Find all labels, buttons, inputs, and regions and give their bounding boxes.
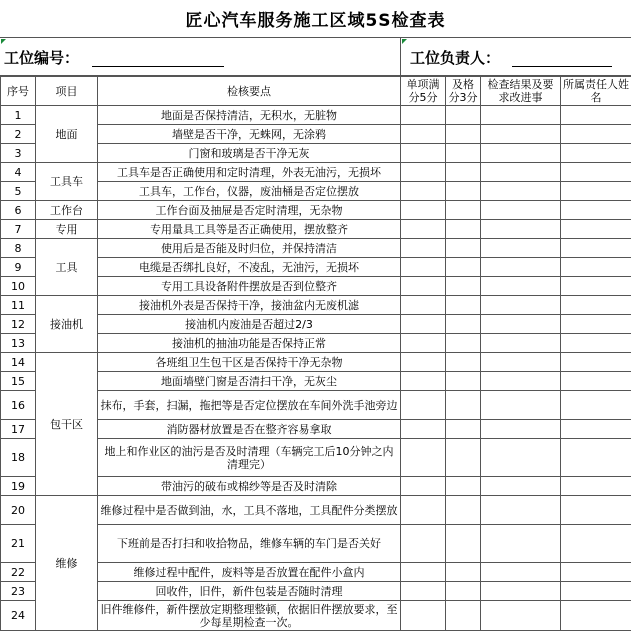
row-text: 工具车，工作台，仪器，废油桶是否定位摆放 bbox=[98, 182, 401, 201]
result-cell[interactable] bbox=[481, 163, 561, 182]
row-text: 抹布，手套，扫漏，拖把等是否定位摆放在车间外洗手池旁边 bbox=[98, 391, 401, 420]
col-seq: 序号 bbox=[1, 77, 36, 106]
row-no: 24 bbox=[1, 601, 36, 631]
result-cell[interactable] bbox=[481, 296, 561, 315]
full-score-cell[interactable] bbox=[401, 125, 446, 144]
full-score-cell[interactable] bbox=[401, 182, 446, 201]
row-no: 15 bbox=[1, 372, 36, 391]
owner-cell[interactable] bbox=[561, 144, 631, 163]
row-item: 专用 bbox=[36, 220, 98, 239]
row-text: 消防器材放置是否在整齐容易拿取 bbox=[98, 420, 401, 439]
station-no-label: 工位编号： bbox=[4, 47, 79, 68]
owner-cell[interactable] bbox=[561, 582, 631, 601]
row-text: 专用工具设备附件摆放是否到位整齐 bbox=[98, 277, 401, 296]
col-owner: 所属责任人姓名 bbox=[561, 77, 631, 106]
pass-score-cell[interactable] bbox=[446, 163, 481, 182]
owner-cell[interactable] bbox=[561, 420, 631, 439]
result-cell[interactable] bbox=[481, 220, 561, 239]
row-text: 旧件维修件，新件摆放定期整理整顿，依据旧件摆放要求，至少每星期检查一次。 bbox=[98, 601, 401, 631]
row-no: 3 bbox=[1, 144, 36, 163]
row-no: 4 bbox=[1, 163, 36, 182]
row-no: 18 bbox=[1, 439, 36, 477]
full-score-cell[interactable] bbox=[401, 372, 446, 391]
result-cell[interactable] bbox=[481, 182, 561, 201]
full-score-cell[interactable] bbox=[401, 144, 446, 163]
col-full-score: 单项满分5分 bbox=[401, 77, 446, 106]
owner-cell[interactable] bbox=[561, 201, 631, 220]
row-item: 地面 bbox=[36, 106, 98, 163]
checklist-table bbox=[0, 76, 631, 631]
station-no-field[interactable] bbox=[92, 66, 224, 67]
result-cell[interactable] bbox=[481, 239, 561, 258]
table-header-row bbox=[1, 77, 631, 106]
owner-cell[interactable] bbox=[561, 163, 631, 182]
table-row bbox=[1, 239, 631, 258]
pass-score-cell[interactable] bbox=[446, 391, 481, 420]
col-result: 检查结果及要求改进事 bbox=[481, 77, 561, 106]
owner-cell[interactable] bbox=[561, 239, 631, 258]
owner-cell[interactable] bbox=[561, 525, 631, 563]
owner-cell[interactable] bbox=[561, 563, 631, 582]
owner-cell[interactable] bbox=[561, 106, 631, 125]
result-cell[interactable] bbox=[481, 391, 561, 420]
full-score-cell[interactable] bbox=[401, 315, 446, 334]
row-text: 地面墙壁门窗是否清扫干净，无灰尘 bbox=[98, 372, 401, 391]
full-score-cell[interactable] bbox=[401, 563, 446, 582]
pass-score-cell[interactable] bbox=[446, 372, 481, 391]
table-row bbox=[1, 353, 631, 372]
owner-cell[interactable] bbox=[561, 601, 631, 631]
result-cell[interactable] bbox=[481, 315, 561, 334]
pass-score-cell[interactable] bbox=[446, 496, 481, 525]
table-row bbox=[1, 163, 631, 182]
result-cell[interactable] bbox=[481, 334, 561, 353]
owner-cell[interactable] bbox=[561, 315, 631, 334]
row-no: 23 bbox=[1, 582, 36, 601]
row-text: 工作台面及抽屉是否定时清理，无杂物 bbox=[98, 201, 401, 220]
full-score-cell[interactable] bbox=[401, 201, 446, 220]
pass-score-cell[interactable] bbox=[446, 220, 481, 239]
owner-cell[interactable] bbox=[561, 496, 631, 525]
table-row bbox=[1, 106, 631, 125]
cell-comment-marker-2 bbox=[1, 39, 6, 44]
result-cell[interactable] bbox=[481, 477, 561, 496]
result-cell[interactable] bbox=[481, 277, 561, 296]
result-cell[interactable] bbox=[481, 439, 561, 477]
table-row bbox=[1, 496, 631, 525]
row-text: 地面是否保持清洁，无积水，无脏物 bbox=[98, 106, 401, 125]
row-text: 各班组卫生包干区是否保持干净无杂物 bbox=[98, 353, 401, 372]
result-cell[interactable] bbox=[481, 125, 561, 144]
row-no: 8 bbox=[1, 239, 36, 258]
row-text: 下班前是否打扫和收拾物品，维修车辆的车门是否关好 bbox=[98, 525, 401, 563]
pass-score-cell[interactable] bbox=[446, 144, 481, 163]
row-item: 维修 bbox=[36, 496, 98, 631]
pass-score-cell[interactable] bbox=[446, 296, 481, 315]
col-points: 检核要点 bbox=[98, 77, 401, 106]
result-cell[interactable] bbox=[481, 582, 561, 601]
full-score-cell[interactable] bbox=[401, 277, 446, 296]
col-pass-score: 及格分3分 bbox=[446, 77, 481, 106]
owner-cell[interactable] bbox=[561, 125, 631, 144]
pass-score-cell[interactable] bbox=[446, 125, 481, 144]
full-score-cell[interactable] bbox=[401, 220, 446, 239]
owner-cell[interactable] bbox=[561, 220, 631, 239]
table-row bbox=[1, 220, 631, 239]
row-no: 12 bbox=[1, 315, 36, 334]
owner-cell[interactable] bbox=[561, 334, 631, 353]
result-cell[interactable] bbox=[481, 372, 561, 391]
full-score-cell[interactable] bbox=[401, 296, 446, 315]
row-text: 带油污的破布或棉纱等是否及时清除 bbox=[98, 477, 401, 496]
owner-cell[interactable] bbox=[561, 439, 631, 477]
pass-score-cell[interactable] bbox=[446, 353, 481, 372]
result-cell[interactable] bbox=[481, 496, 561, 525]
row-no: 22 bbox=[1, 563, 36, 582]
pass-score-cell[interactable] bbox=[446, 201, 481, 220]
row-item: 接油机 bbox=[36, 296, 98, 353]
col-item: 项目 bbox=[36, 77, 98, 106]
row-text: 电缆是否绑扎良好，不凌乱，无油污，无损坏 bbox=[98, 258, 401, 277]
pass-score-cell[interactable] bbox=[446, 315, 481, 334]
row-no: 14 bbox=[1, 353, 36, 372]
row-no: 7 bbox=[1, 220, 36, 239]
row-item: 工作台 bbox=[36, 201, 98, 220]
result-cell[interactable] bbox=[481, 420, 561, 439]
row-no: 5 bbox=[1, 182, 36, 201]
row-text: 墙壁是否干净，无蛛网，无涂鸦 bbox=[98, 125, 401, 144]
row-no: 10 bbox=[1, 277, 36, 296]
full-score-cell[interactable] bbox=[401, 439, 446, 477]
owner-cell[interactable] bbox=[561, 353, 631, 372]
result-cell[interactable] bbox=[481, 525, 561, 563]
cell-comment-marker bbox=[402, 39, 407, 44]
station-header bbox=[0, 38, 631, 76]
owner-cell[interactable] bbox=[561, 296, 631, 315]
row-text: 维修过程中配件，废料等是否放置在配件小盒内 bbox=[98, 563, 401, 582]
owner-cell[interactable] bbox=[561, 477, 631, 496]
sheet-title: 匠心汽车服务施工区域5S检查表 bbox=[0, 0, 631, 38]
row-text: 专用量具工具等是否正确使用，摆放整齐 bbox=[98, 220, 401, 239]
result-cell[interactable] bbox=[481, 258, 561, 277]
table-row bbox=[1, 296, 631, 315]
row-text: 工具车是否正确使用和定时清理，外表无油污，无损坏 bbox=[98, 163, 401, 182]
full-score-cell[interactable] bbox=[401, 258, 446, 277]
full-score-cell[interactable] bbox=[401, 420, 446, 439]
pass-score-cell[interactable] bbox=[446, 477, 481, 496]
full-score-cell[interactable] bbox=[401, 601, 446, 631]
row-no: 2 bbox=[1, 125, 36, 144]
full-score-cell[interactable] bbox=[401, 163, 446, 182]
row-item: 工具 bbox=[36, 239, 98, 296]
row-no: 17 bbox=[1, 420, 36, 439]
full-score-cell[interactable] bbox=[401, 334, 446, 353]
row-item: 包干区 bbox=[36, 353, 98, 496]
result-cell[interactable] bbox=[481, 353, 561, 372]
row-text: 接油机的抽油功能是否保持正常 bbox=[98, 334, 401, 353]
full-score-cell[interactable] bbox=[401, 353, 446, 372]
row-text: 地上和作业区的油污是否及时清理（车辆完工后10分钟之内清理完） bbox=[98, 439, 401, 477]
pass-score-cell[interactable] bbox=[446, 277, 481, 296]
full-score-cell[interactable] bbox=[401, 239, 446, 258]
pass-score-cell[interactable] bbox=[446, 258, 481, 277]
owner-cell[interactable] bbox=[561, 391, 631, 420]
pass-score-cell[interactable] bbox=[446, 525, 481, 563]
owner-cell[interactable] bbox=[561, 372, 631, 391]
station-owner-field[interactable] bbox=[512, 66, 612, 67]
pass-score-cell[interactable] bbox=[446, 420, 481, 439]
full-score-cell[interactable] bbox=[401, 582, 446, 601]
pass-score-cell[interactable] bbox=[446, 334, 481, 353]
row-text: 维修过程中是否做到油，水，工具不落地，工具配件分类摆放 bbox=[98, 496, 401, 525]
row-text: 门窗和玻璃是否干净无灰 bbox=[98, 144, 401, 163]
owner-cell[interactable] bbox=[561, 277, 631, 296]
result-cell[interactable] bbox=[481, 144, 561, 163]
pass-score-cell[interactable] bbox=[446, 601, 481, 631]
pass-score-cell[interactable] bbox=[446, 582, 481, 601]
full-score-cell[interactable] bbox=[401, 391, 446, 420]
row-no: 6 bbox=[1, 201, 36, 220]
row-text: 接油机外表是否保持干净，接油盆内无废机滤 bbox=[98, 296, 401, 315]
pass-score-cell[interactable] bbox=[446, 182, 481, 201]
full-score-cell[interactable] bbox=[401, 477, 446, 496]
result-cell[interactable] bbox=[481, 201, 561, 220]
owner-cell[interactable] bbox=[561, 258, 631, 277]
station-owner-label: 工位负责人： bbox=[410, 47, 500, 68]
row-no: 11 bbox=[1, 296, 36, 315]
row-no: 16 bbox=[1, 391, 36, 420]
table-row bbox=[1, 201, 631, 220]
result-cell[interactable] bbox=[481, 106, 561, 125]
full-score-cell[interactable] bbox=[401, 106, 446, 125]
row-item: 工具车 bbox=[36, 163, 98, 201]
pass-score-cell[interactable] bbox=[446, 106, 481, 125]
full-score-cell[interactable] bbox=[401, 525, 446, 563]
row-no: 9 bbox=[1, 258, 36, 277]
owner-cell[interactable] bbox=[561, 182, 631, 201]
pass-score-cell[interactable] bbox=[446, 239, 481, 258]
pass-score-cell[interactable] bbox=[446, 439, 481, 477]
result-cell[interactable] bbox=[481, 601, 561, 631]
row-text: 使用后是否能及时归位，并保持清洁 bbox=[98, 239, 401, 258]
row-no: 1 bbox=[1, 106, 36, 125]
row-no: 13 bbox=[1, 334, 36, 353]
row-text: 回收件，旧件，新件包装是否随时清理 bbox=[98, 582, 401, 601]
row-text: 接油机内废油是否超过2/3 bbox=[98, 315, 401, 334]
result-cell[interactable] bbox=[481, 563, 561, 582]
row-no: 21 bbox=[1, 525, 36, 563]
full-score-cell[interactable] bbox=[401, 496, 446, 525]
row-no: 19 bbox=[1, 477, 36, 496]
pass-score-cell[interactable] bbox=[446, 563, 481, 582]
row-no: 20 bbox=[1, 496, 36, 525]
